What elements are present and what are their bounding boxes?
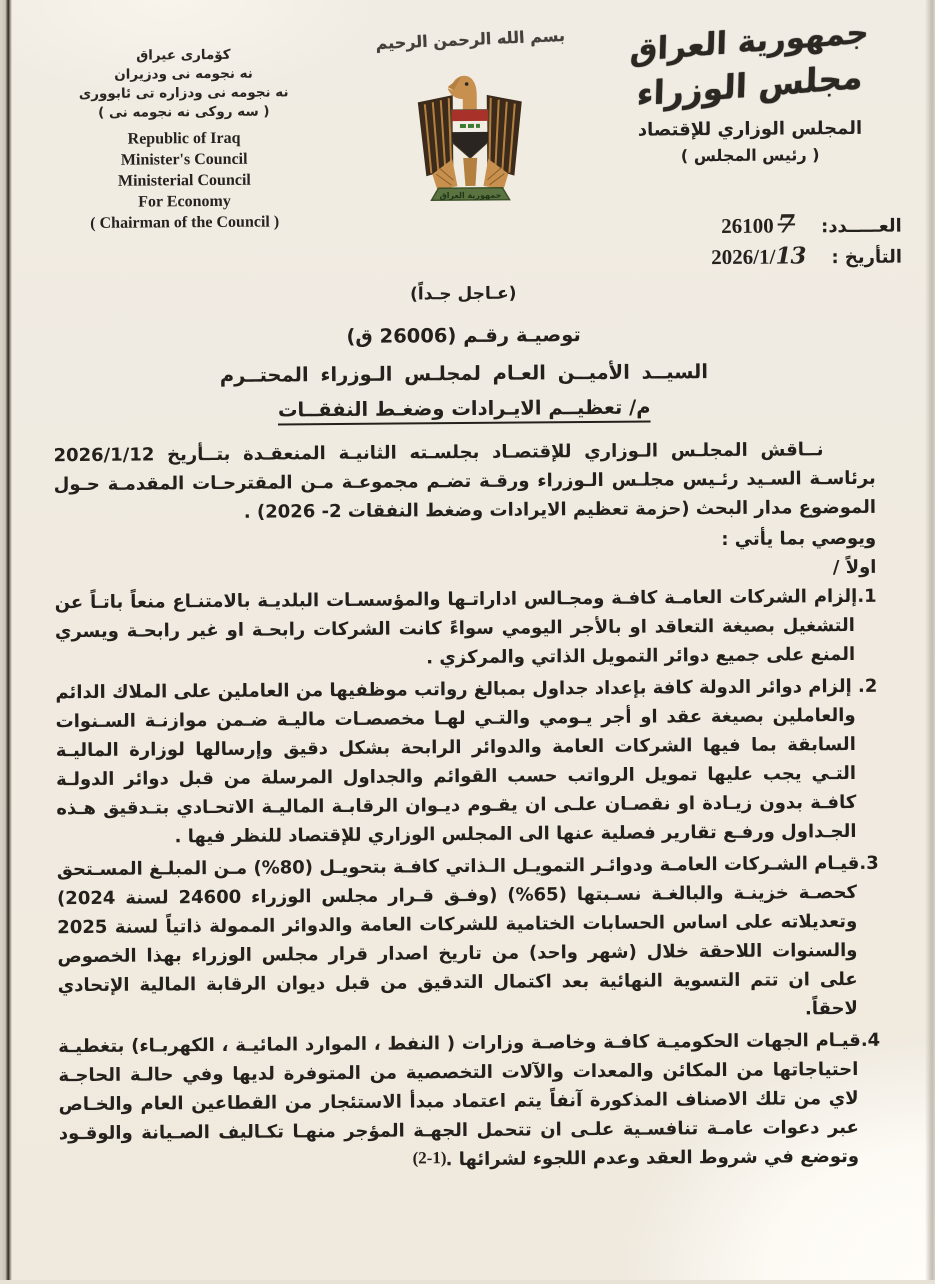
handwritten-day: 13 (775, 242, 806, 270)
header-right-block (594, 14, 905, 166)
english-line: Ministerial Council (117, 171, 251, 190)
header-left-block (57, 45, 310, 234)
page-number: (2-1) (412, 1148, 447, 1168)
chairman-title: ( رئيس المجلس ) (680, 145, 820, 166)
handwritten-mark: 7 (777, 209, 796, 239)
ref-number-row (711, 209, 902, 239)
subject-line: م/ تعظيــم الايـرادات وضغـط النفقــات (277, 395, 651, 422)
iraq-coat-of-arms-icon (403, 63, 536, 212)
intro-paragraph: نــاقش المجلـس الـوزاري للإقتصـاد بجلسـته الثانيـة المنعقـدة بتــأريخ 2026/1/12 برئاسـة السـيد رئـيس مجلـس الـوزراء ورقـة تضـم مجموعـة مـن المقترحـات المقدمـة حـول الموضوع مدار البحث (حزمة تعظيم الايرادات وضغط النفقات 2- 2026) . (53, 439, 877, 523)
kurdish-line: نه نجومه نى ودزيران (114, 65, 253, 83)
english-line: Minister's Council (120, 150, 248, 169)
item-paragraph-1: 1.إلزام الشركات العامـة كافـة ومجـالس اداراتـها والمؤسسـات البلديـة بالامتنـاع منعاً باتـاً عن التشغيل بصيغة التعاقد او بالأجر اليومي سواءً كانت الشركات رابحـة او غير رابحـة ويسري المنع على جميع دوائر التمويل الذاتي والمركزي . (54, 585, 877, 669)
recommendation-title: توصيـة رقـم (26006 ق) (346, 323, 581, 348)
emblem-base-text: جمهورية العراق (439, 190, 502, 201)
item-paragraph-3: 3.قيـام الشـركات العامـة ودوائـر التمويـل الـذاتي كافـة بتحويـل (80%) مـن المبلـغ المسـتحق كحصـة خزينـة والبالغـة نسـبتها (65%) (وفـق قـرار مجلس الوزراء 24600 لسنة 2024) وتعديلاته على اساس الحسابات الختامية للشركات العامة والدوائر الممولة ذاتياً لسنة 2025 والسنوات اللاحقة خلال (شهر واحد) من تاريخ اصدار قرار مجلس الوزراء بهذا الخصوص على ان تتم التسوية النهائية بعد اكتمال التدقيق من قبل ديوان الرقابة المالية الإتحادي لاحقاً. (56, 852, 879, 1020)
ref-date-value: 2026/1/13 (711, 242, 806, 270)
economic-council-name: المجلس الوزاري للإقتصاد (637, 117, 863, 141)
english-line: ( Chairman of the Council ) (90, 213, 280, 232)
ref-date-row (711, 242, 902, 270)
kurdish-line: نه نجومه نى ودزاره تى ئابوورى (78, 84, 289, 103)
english-line: For Economy (138, 192, 231, 211)
firstly-label: اولاً / (832, 556, 877, 579)
ref-number-label: العـــــدد: (820, 215, 902, 238)
recommends-line: ويوصي بما يأتي : (721, 527, 877, 551)
ref-number-value: 26100 7 (721, 209, 796, 239)
kurdish-line: كۆمارى عيراق (136, 46, 231, 64)
addressee-line: السيــد الأميــن العـام لمجلـس الـوزراء المحتــرم (219, 360, 709, 387)
urgency-note: (عـاجل جـداً) (410, 283, 517, 305)
bismillah-calligraphy: بسم الله الرحمن الرحيم (375, 25, 566, 53)
item-paragraph-2: 2. إلزام دوائر الدولة كافة بإعداد جداول بمبالغ رواتب موظفيها من العاملين على الملاك الدائم والعاملين بصيغة عقد او أجر يـومي والتـي لهـا مخصصـات ماليـة ضـمن موازنـة السـنوات السابقة بما فيها الشركات العامة والدوائر الرابحة بشكل دقيق وإرسالها لوزارة الماليـة التـي يجب عليها تمويل الرواتب حسب القوائم والجداول المرسلة من قبل دوائر الدولـة كافـة بدون زيـادة او نقصـان علـى ان يقـوم ديـوان الرقابـة الماليـة الاتحـادي بتـدقيق هـذه الجـداول ورفـع تقارير فصلية عنها الى المجلس الوزاري للإقتصاد للنظر فيها . (55, 675, 878, 848)
republic-calligraphy: جمهورية العراق (629, 14, 870, 70)
letter-body (52, 281, 881, 1180)
reference-block (711, 209, 902, 274)
ref-date-label: التأريخ : (831, 246, 903, 269)
english-header-block (58, 127, 311, 234)
council-calligraphy: مجلس الوزراء (636, 56, 864, 114)
english-line: Republic of Iraq (127, 129, 241, 148)
kurdish-line: ( سه روكى نه نجومه نى ) (98, 103, 270, 121)
item-paragraph-4: 4.قيـام الجهات الحكوميـة كافـة وخاصـة وزارات ( النفط ، الموارد المائيـة ، الكهربـاء) بتغطيـة احتياجاتها من المكائن والمعدات والآلات التخصصية من المتوفرة لديها وفي حالـة الحاجـة لاي من تلك الاصناف المذكورة آنفاً يتم اعتماد مبدأ الاستئجار من القطاعين العام والخـاص عبر دعوات عامـة تنافسـية علـى ان تتحمل الجهـة المؤجر منهـا تكـاليف الصـيانة والوقـود وتوضع في شروط العقد وعدم اللجوء لشرائها . (58, 1029, 881, 1171)
